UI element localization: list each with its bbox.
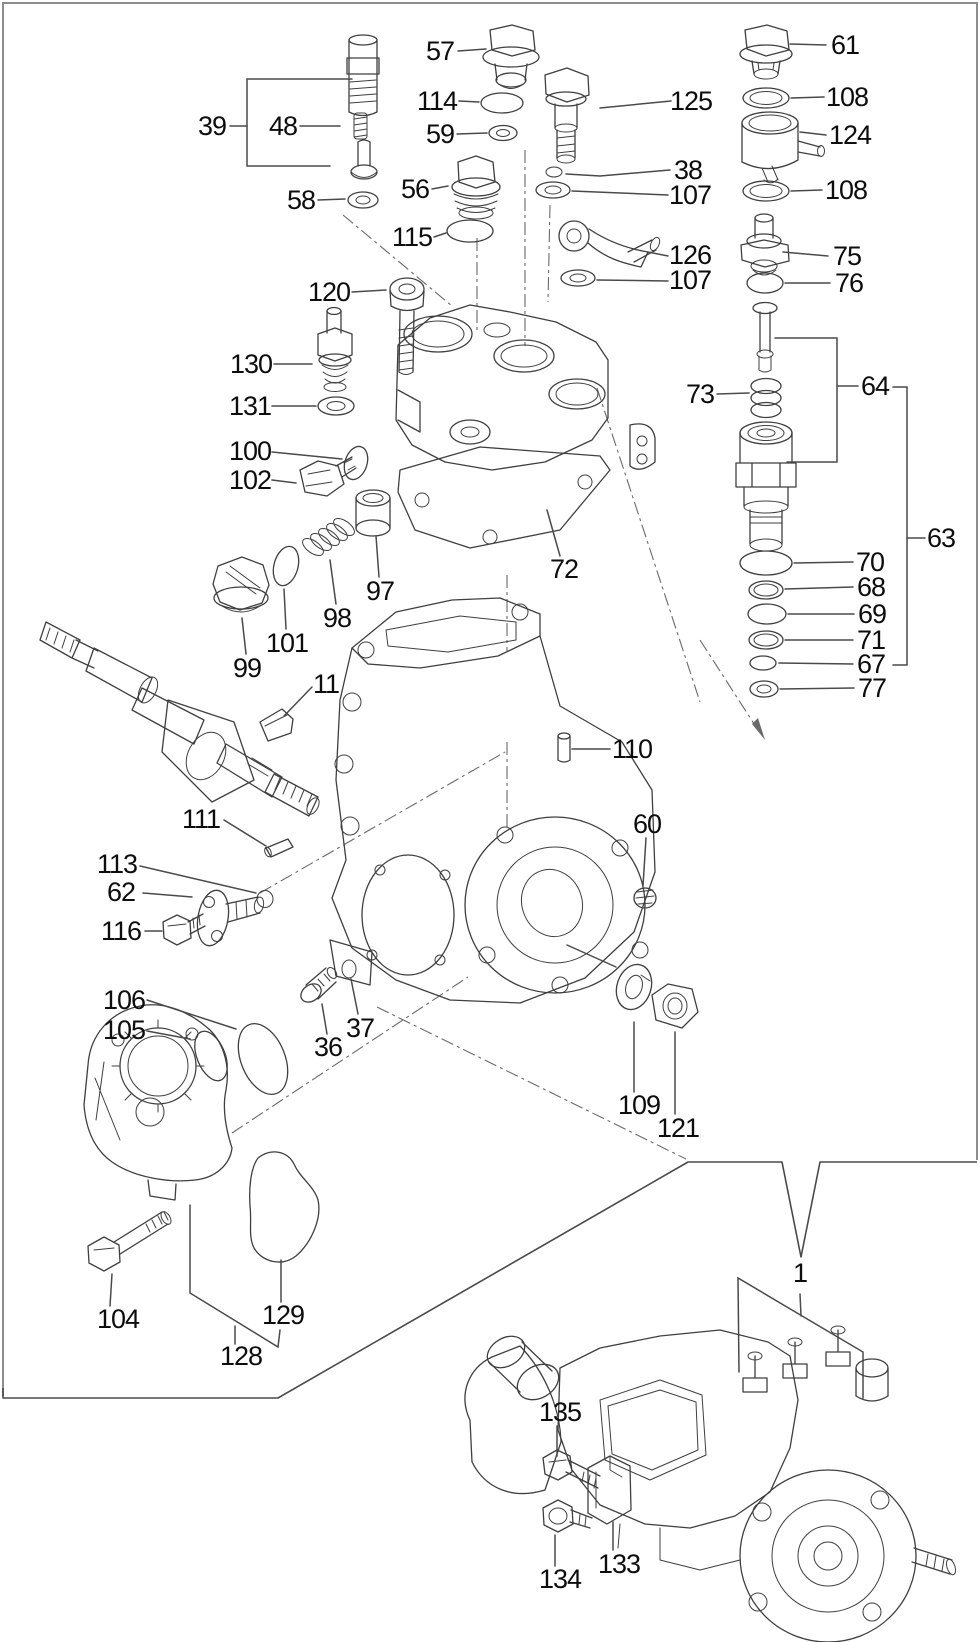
leader-99 [242,618,246,654]
axis-arrowhead [752,718,765,740]
part-129-gasket [250,1152,319,1262]
label-128: 128 [219,1341,263,1371]
label-106: 106 [102,985,146,1015]
label-107a: 107 [668,180,712,210]
label-105: 105 [102,1015,146,1045]
leader-61 [790,44,826,45]
label-126: 126 [668,240,712,270]
label-108b: 108 [824,175,868,205]
leader-97 [376,536,379,577]
leader-102 [272,480,296,483]
leader-124 [800,132,826,135]
part-57-plug [483,25,539,89]
part-107-washer-lower [561,270,595,286]
label-61: 61 [830,30,860,60]
part-64-plunger [753,303,777,373]
label-121: 121 [656,1113,700,1143]
part-101-oring [269,544,303,589]
label-114: 114 [416,86,458,116]
part-73-spring-seat [751,379,781,418]
label-131: 131 [228,391,272,421]
leader-107-upper [572,191,668,195]
leader-72 [547,510,560,556]
leader-58 [318,199,345,200]
label-36: 36 [313,1032,343,1062]
part-72-hydraulic-head [396,305,655,548]
label-110: 110 [611,734,653,764]
label-11: 11 [312,669,340,699]
label-102: 102 [228,465,272,495]
label-76: 76 [834,268,864,298]
leader-113 [140,866,256,893]
label-134: 134 [538,1564,582,1594]
label-68: 68 [856,572,886,602]
part-1-assembled-pump [465,1326,957,1642]
leader-68 [785,587,853,589]
parts [40,25,957,1642]
label-67: 67 [856,649,886,679]
label-60: 60 [632,809,662,839]
part-134-bolt [543,1500,592,1532]
label-1: 1 [792,1258,808,1288]
part-113-oring [257,891,273,908]
label-37: 37 [345,1013,375,1043]
leader-38 [566,170,670,176]
leader-75 [783,252,828,256]
label-75: 75 [832,241,862,271]
head-gasket [398,447,610,548]
part-68-oring [749,581,783,599]
leader-62 [143,893,192,897]
part-39-holder [351,140,377,179]
leader-108-upper [791,97,824,98]
label-107b: 107 [668,265,712,295]
part-75-joint-bolt [741,214,789,275]
part-107-washer-upper [536,182,570,198]
label-133: 133 [597,1549,641,1579]
part-67-shim [750,656,776,670]
label-130: 130 [229,349,273,379]
label-57: 57 [425,36,455,66]
leader-108-lower [791,190,822,191]
leader-11 [284,687,312,716]
leader-60 [643,838,646,886]
part-115-oring [447,220,493,242]
leader-59 [457,133,487,134]
label-39: 39 [197,111,227,141]
part-133-plate [588,1456,631,1524]
leader-101 [284,589,286,629]
label-116: 116 [100,916,142,946]
leader-115 [434,233,446,237]
part-98-spring [300,515,358,559]
label-62: 62 [106,877,136,907]
label-56: 56 [400,174,430,204]
label-58: 58 [286,185,316,215]
part-58-washer [348,192,378,208]
label-97: 97 [365,576,395,606]
bracket-63 [893,387,925,665]
label-104: 104 [96,1304,140,1334]
leader-104 [110,1274,112,1306]
part-110-pin [558,733,570,762]
part-39-valve-body [347,35,379,116]
label-120: 120 [307,277,351,307]
part-76-filter [747,273,783,293]
part-38-oring [546,167,562,177]
part-36-vent-screw [297,966,338,1006]
leader-125 [600,101,671,108]
leader-56 [432,186,448,189]
leader-111 [224,820,266,846]
label-73: 73 [685,379,715,409]
part-37-oring [342,960,356,978]
part-121-nut [652,984,698,1028]
label-38: 38 [673,155,703,185]
label-70: 70 [855,547,885,577]
label-124: 124 [828,120,872,150]
part-71-oring [749,631,783,649]
part-116-bolt [163,914,205,945]
part-pump-housing [330,598,655,1003]
label-72: 72 [549,554,579,584]
leader-57 [458,49,486,51]
part-111-pin [263,839,293,858]
bracket-64 [775,338,858,462]
leader-73 [717,393,749,394]
leader-67 [779,663,853,664]
leader-106 [147,1000,236,1029]
bracket-1 [738,1278,863,1398]
part-130-fitting [318,308,352,392]
leader-107-lower [597,280,668,281]
label-63: 63 [926,523,956,553]
part-69-shim [748,604,786,624]
part-48-spring [354,113,367,139]
leader-120 [352,290,386,292]
part-114-oring [481,93,523,113]
label-99: 99 [232,653,262,683]
label-101: 101 [265,628,309,658]
leader-70 [794,562,853,563]
label-59: 59 [425,119,455,149]
label-77: 77 [857,673,887,703]
part-108-gasket-lower [743,181,789,201]
leader-98 [330,560,336,604]
part-125-banjo-bolt [545,68,589,163]
part-99-plug [213,557,269,612]
part-59-washer [489,126,517,141]
leader-100 [272,452,342,459]
label-125: 125 [669,86,713,116]
leader-37 [351,979,358,1014]
part-11-key [260,709,293,741]
label-129: 129 [261,1300,305,1330]
part-61-cap-nut [740,25,792,79]
label-135: 135 [538,1397,582,1427]
label-108a: 108 [825,82,869,112]
part-104-bolt [88,1210,173,1271]
part-97-valve-holder [356,490,390,536]
part-70-shim [740,551,792,575]
part-64-barrel [736,422,796,551]
label-109: 109 [617,1090,661,1120]
part-106-oring [229,1016,298,1101]
label-100: 100 [228,436,272,466]
label-113: 113 [96,849,138,879]
leader-114 [459,101,479,102]
part-124-damper [742,112,825,183]
part-62-valve-plate [193,888,264,948]
part-77-washer [750,681,778,697]
label-71: 71 [856,625,886,655]
leader-77 [780,688,854,689]
part-108-gasket-upper [743,88,789,108]
part-56-plug [452,156,500,219]
injector-bosses [743,1326,888,1401]
leader-36 [322,1004,327,1034]
label-98: 98 [322,603,352,633]
label-115: 115 [391,222,433,252]
label-64: 64 [860,371,890,401]
label-69: 69 [857,599,887,629]
part-131-washer [318,397,354,415]
part-126-elbow-joint [559,221,662,267]
label-111: 111 [181,804,221,834]
label-48: 48 [268,111,298,141]
leader-126 [648,252,668,256]
